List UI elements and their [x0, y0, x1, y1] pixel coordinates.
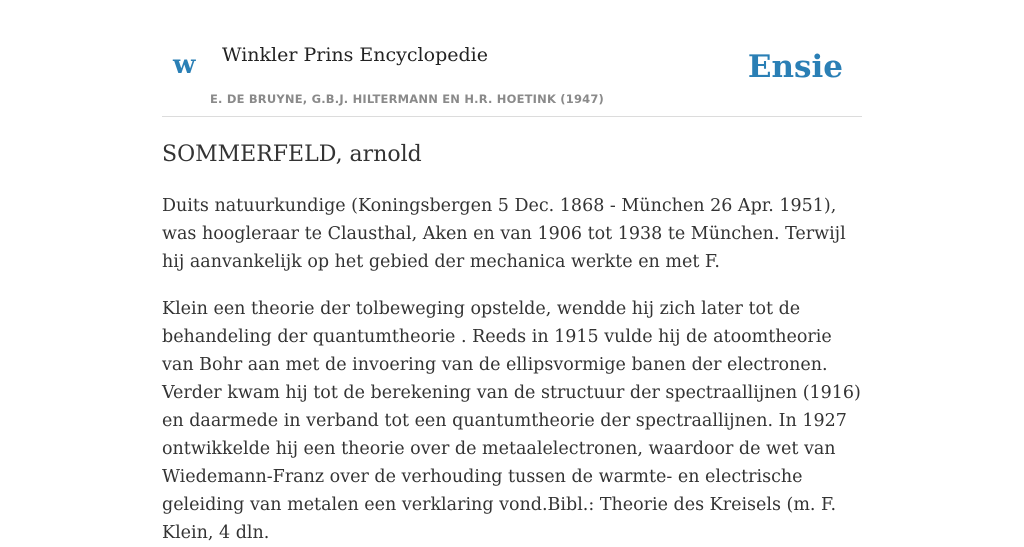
article-paragraph: Duits natuurkundige (Koningsbergen 5 Dec. 1868 - München 26 Apr. 1951), was hoogleraar te Clausthal, Aken en van 1906 tot 1938 te München. Terwijl hij aanvankelijk op het gebied der mechanica werkte en met F.: [162, 196, 846, 272]
article-content: [162, 140, 862, 547]
brand-logo[interactable]: Ensie: [747, 49, 843, 85]
source-authors: E. DE BRUYNE, G.B.J. HILTERMANN EN H.R. HOETINK (1947): [210, 92, 605, 106]
source-title[interactable]: Winkler Prins Encyclopedie: [222, 44, 488, 66]
source-header: [162, 30, 862, 117]
entry-title: SOMMERFELD, arnold: [162, 142, 422, 167]
article-paragraph: Klein een theorie der tolbeweging opstelde, wendde hij zich later tot de behandeling der quantumtheorie . Reeds in 1915 vulde hij de atoomtheorie van Bohr aan met de invoering van de ellipsvormige banen der electronen. Verder kwam hij tot de berekening van de structuur der spectraallijnen (1916) en daarmede in verband tot een quantumtheorie der spectraallijnen. In 1927 ontwikkelde hij een theorie over de metaalelectronen, waardoor de wet van Wiedemann-Franz over de verhouding tussen de warmte- en electrische geleiding van metalen een verklaring vond.Bibl.: Theorie des Kreisels (m. F. Klein, 4 dln.: [162, 299, 861, 543]
source-logo-icon[interactable]: w: [173, 50, 196, 80]
